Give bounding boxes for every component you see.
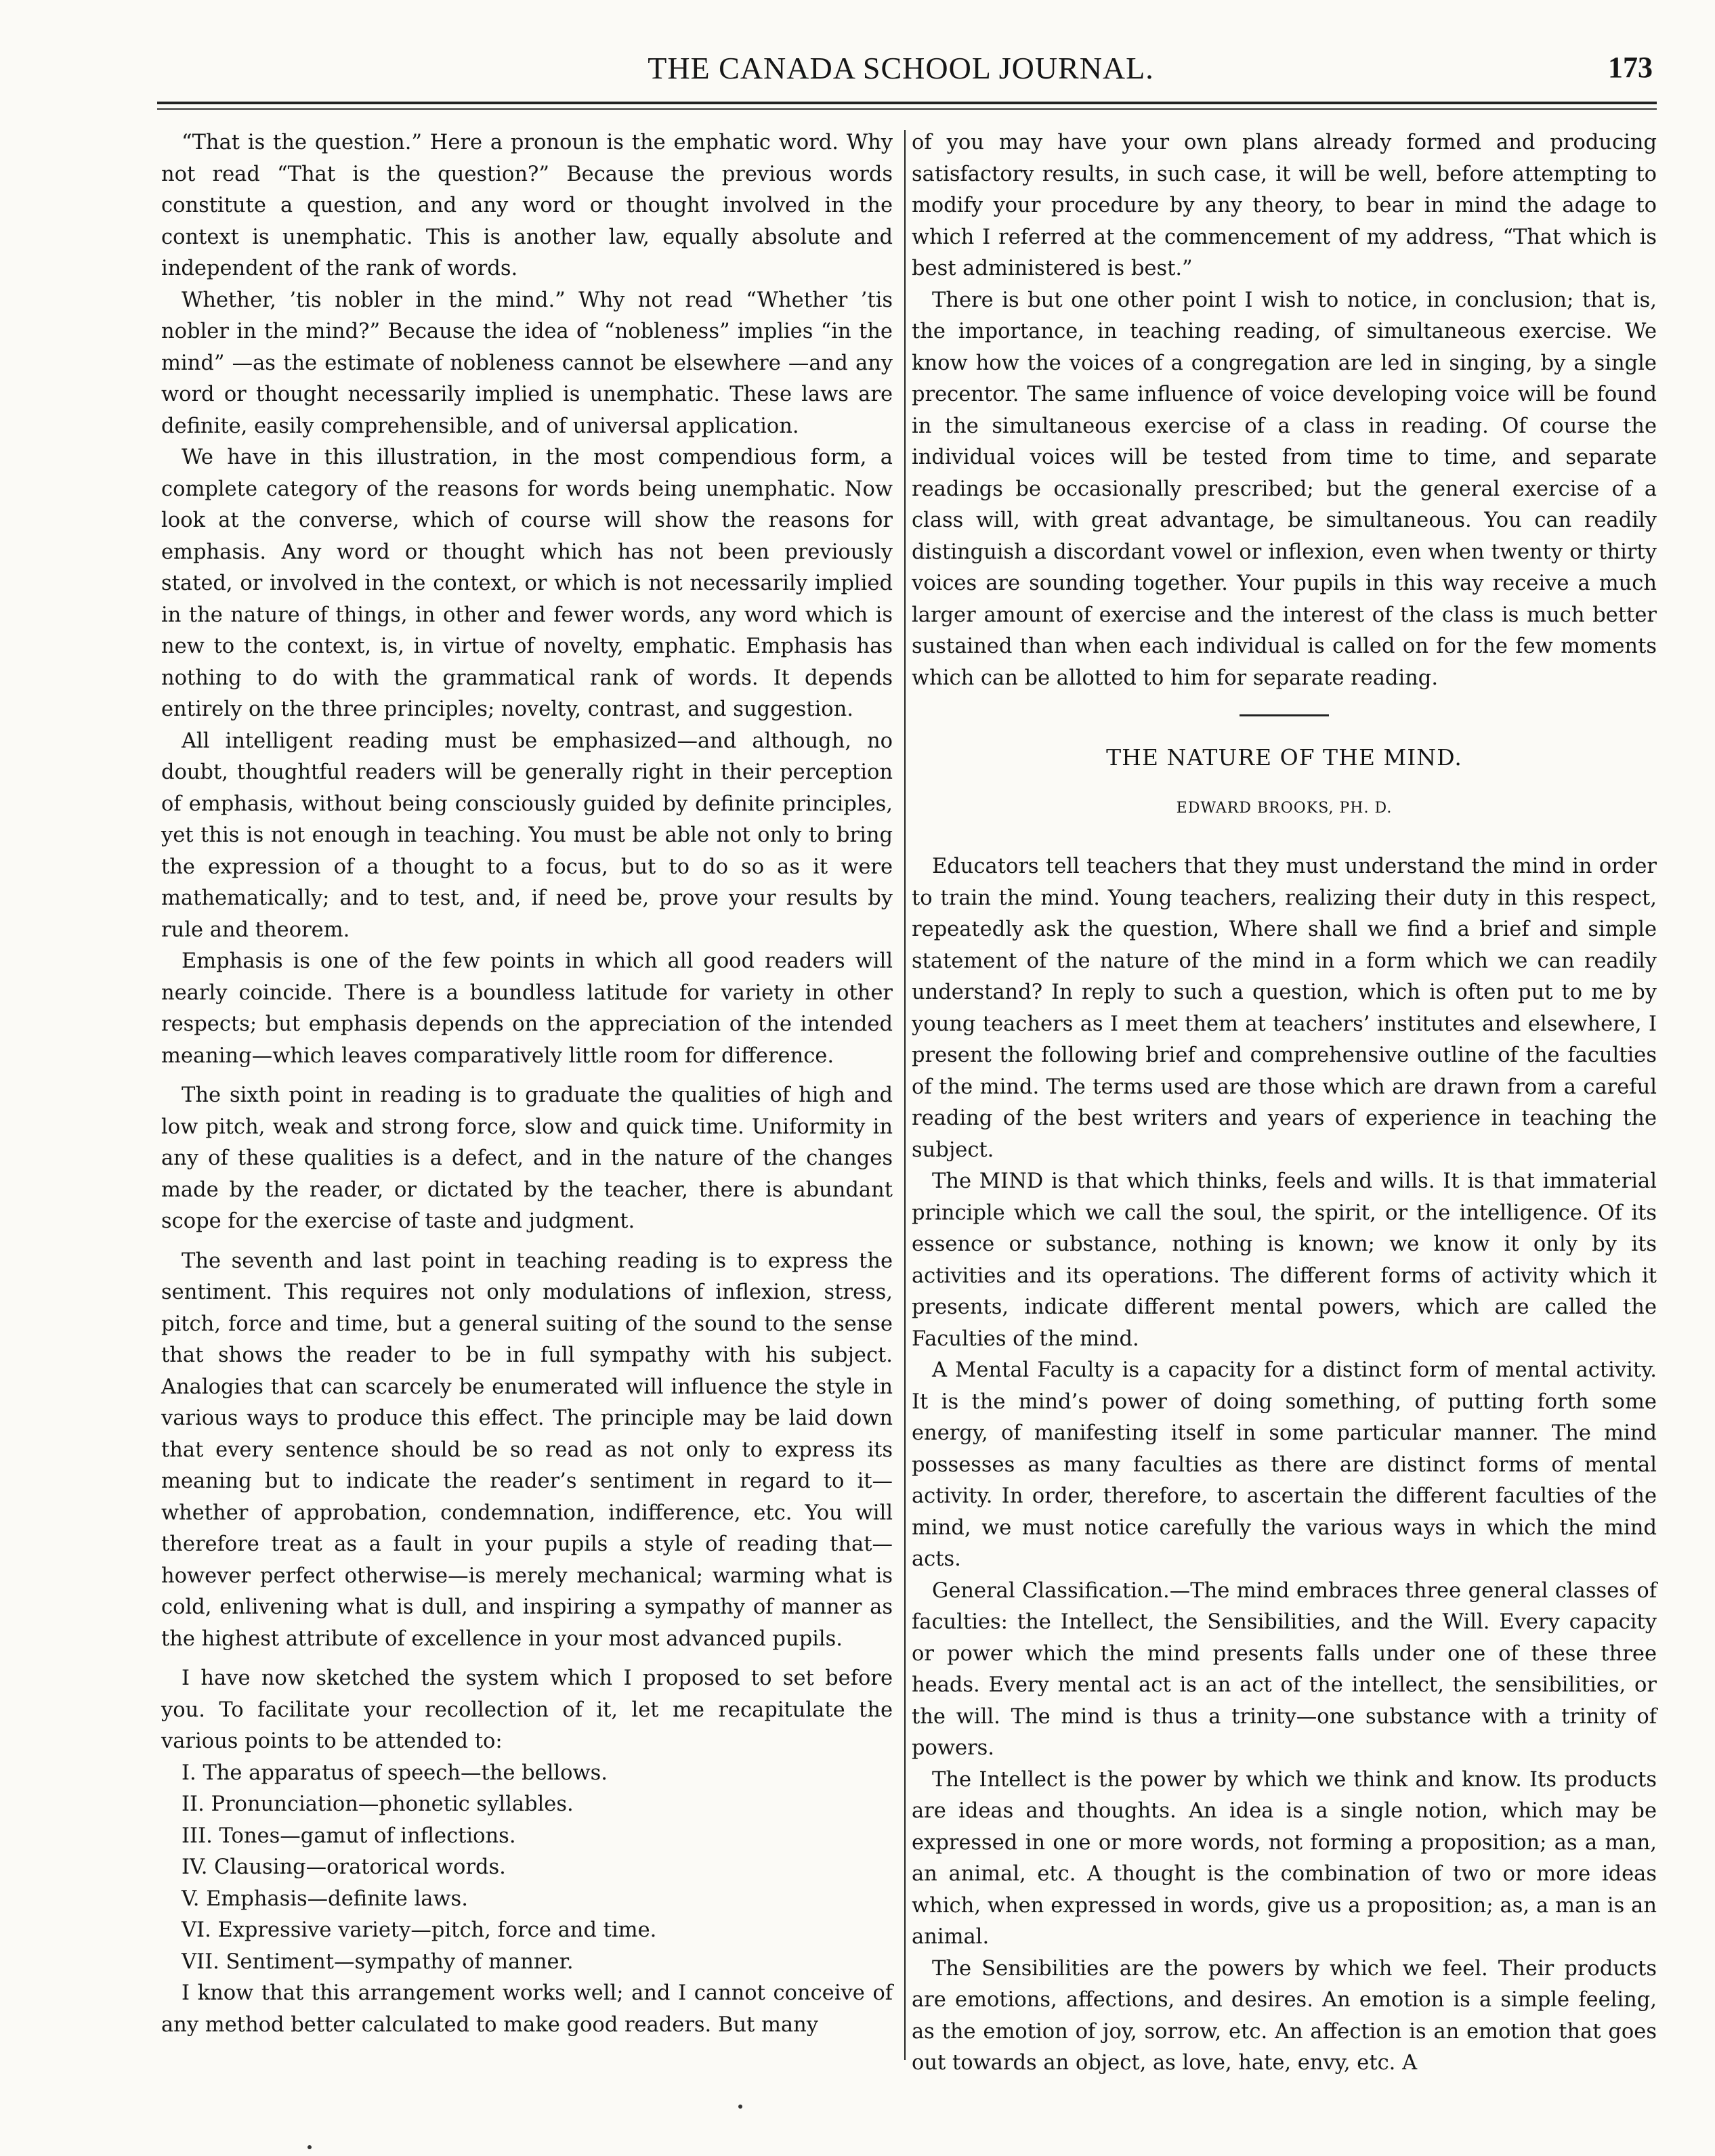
scan-speck bbox=[308, 2145, 312, 2149]
paragraph: I know that this arrangement works well; and I cannot conceive of any method better calculated to make good readers. But many bbox=[161, 1981, 893, 2037]
paragraph: There is but one other point I wish to notice, in conclusion; that is, the importance, in teaching reading, of simultaneous exercise. We know how the voices of a congregation are led in singing, by a single precentor. The same influence of voice developing voice will be found in the simultaneous exercise of a class in reading. Of course the individual voices will be tested from time to time, and separate readings be occasionally prescribed; but the general exercise of a class will, with great advantage, be simultaneous. You can readily distinguish a discordant vowel or inflexion, even when twenty or thirty voices are sounding together. Your pupils in this way receive a much larger amount of exercise and the interest of the class is much better sustained than when each individual is called on for the few moments which can be allotted to him for separate reading. bbox=[912, 288, 1657, 690]
left-column bbox=[161, 127, 893, 2041]
paragraph: Emphasis is one of the few points in which all good readers will nearly coincide. There is a boundless latitude for variety in other respects; but emphasis depends on the appreciation of the intended meaning—which leaves comparatively little room for difference. bbox=[161, 949, 893, 1068]
paragraph: A Mental Faculty is a capacity for a distinct form of mental activity. It is the mind’s power of doing something, of putting forth some energy, of manifesting itself in some particular manner. The mind possesses as many faculties as there are distinct forms of mental activity. In order, therefore, to ascertain the different faculties of the mind, we must notice carefully the various ways in which the mind acts. bbox=[912, 1358, 1657, 1571]
list-item: I. The apparatus of speech—the bellows. bbox=[182, 1761, 608, 1785]
author-byline: EDWARD BROOKS, PH. D. bbox=[1176, 799, 1393, 817]
header-rule-thick bbox=[157, 102, 1657, 104]
paragraph: The MIND is that which thinks, feels and wills. It is that immaterial principle which we call the soul, the spirit, or the intelligence. Of its essence or substance, nothing is known; we know it only by its activities and its operations. The different forms of activity which it presents, indicate different mental powers, which are called the Faculties of the mind. bbox=[912, 1169, 1657, 1351]
paragraph: The seventh and last point in teaching reading is to express the sentiment. This requires not only modulations of inflexion, stress, pitch, force and time, but a general suiting of the sound to the sense that shows the reader to be in full sympathy with his subject. Analogies that can scarcely be enumerated will influence the style in various ways to produce this effect. The principle may be laid down that every sentence should be so read as not only to express its meaning but to indicate the reader’s sentiment in regard to it—whether of approbation, condemnation, indifference, etc. You will therefore treat as a fault in your pupils a style of reading that—however perfect otherwise—is merely mechanical; warming what is cold, enlivening what is dull, and inspiring a sympathy of manner as the highest attribute of excellence in your most advanced pupils. bbox=[161, 1249, 893, 1651]
paragraph: All intelligent reading must be emphasized—and although, no doubt, thoughtful readers will be generally right in their perception of emphasis, without being consciously guided by definite principles, yet this is not enough in teaching. You must be able not only to bring the expression of a thought to a focus, but to do so as it were mathematically; and to test, and, if need be, prove your results by rule and theorem. bbox=[161, 729, 893, 942]
page-header bbox=[149, 47, 1653, 102]
paragraph: The sixth point in reading is to graduate the qualities of high and low pitch, weak and strong force, slow and quick time. Uniformity in any of these qualities is a defect, and in the nature of the changes made by the reader, or dictated by the teacher, there is abundant scope for the exercise of taste and judgment. bbox=[161, 1083, 893, 1233]
list-item: III. Tones—gamut of inflections. bbox=[182, 1824, 516, 1848]
paragraph: The Sensibilities are the powers by which we feel. Their products are emotions, affections, and desires. An emotion is a simple feeling, as the emotion of joy, sorrow, etc. An affection is an emotion that goes out towards an object, as love, hate, envy, etc. A bbox=[912, 1956, 1657, 2075]
paragraph: Whether, ’tis nobler in the mind.” Why not read “Whether ’tis nobler in the mind?” Because the idea of “nobleness” implies “in the mind” —as the estimate of nobleness cannot be elsewhere —and any word or thought necessarily implied is unemphatic. These laws are definite, easily comprehensible, and of universal application. bbox=[161, 288, 893, 438]
paragraph: of you may have your own plans already formed and producing satisfactory results, in such case, it will be well, before attempting to modify your procedure by any theory, to bear in mind the adage to which I referred at the commencement of my address, “That which is best administered is best.” bbox=[912, 131, 1657, 280]
journal-title: THE CANADA SCHOOL JOURNAL. bbox=[648, 51, 1154, 85]
paragraph: “That is the question.” Here a pronoun is the emphatic word. Why not read “That is the question?” Because the previous words constitute a question, and any word or thought involved in the context is unemphatic. This is another law, equally absolute and independent of the rank of words. bbox=[161, 131, 893, 280]
header-rule-thin bbox=[157, 108, 1657, 110]
list-item: V. Emphasis—definite laws. bbox=[182, 1886, 468, 1911]
page-number: 173 bbox=[1608, 51, 1653, 84]
paragraph: General Classification.—The mind embraces three general classes of faculties: the Intellect, the Sensibilities, and the Will. Every capacity or power which the mind presents falls under one of these three heads. Every mental act is an act of the intellect, the sensibilities, or the will. The mind is thus a trinity—one substance with a trinity of powers. bbox=[912, 1578, 1657, 1760]
paragraph: Educators tell teachers that they must understand the mind in order to train the mind. Young teachers, realizing their duty in this respect, repeatedly ask the question, Where shall we find a brief and simple statement of the nature of the mind in a form which we can readily understand? In reply to such a question, which is often put to me by young teachers as I meet them at teachers’ institutes and elsewhere, I present the following brief and comprehensive outline of the faculties of the mind. The terms used are those which are drawn from a careful reading of the best writers and years of experience in teaching the subject. bbox=[912, 855, 1657, 1162]
paragraph: I have now sketched the system which I proposed to set before you. To facilitate your recollection of it, let me recapitulate the various points to be attended to: bbox=[161, 1666, 893, 1753]
list-item: II. Pronunciation—phonetic syllables. bbox=[182, 1792, 574, 1816]
section-divider bbox=[1240, 714, 1329, 716]
list-item: VII. Sentiment—sympathy of manner. bbox=[182, 1949, 574, 1974]
list-item: VI. Expressive variety—pitch, force and time. bbox=[182, 1918, 657, 1942]
paragraph: The Intellect is the power by which we think and know. Its products are ideas and thoughts. An idea is a single notion, which may be expressed in one or more words, not forming a proposition; as a man, an animal, etc. A thought is the combination of two or more ideas which, when expressed in words, give us a proposition; as, a man is an animal. bbox=[912, 1767, 1657, 1949]
recapitulation-list bbox=[161, 1758, 893, 1979]
column-divider bbox=[904, 130, 906, 2060]
right-column bbox=[912, 127, 1657, 2079]
list-item: IV. Clausing—oratorical words. bbox=[182, 1855, 506, 1879]
paragraph: We have in this illustration, in the most compendious form, a complete category of the reasons for words being unemphatic. Now look at the converse, which of course will show the reasons for emphasis. Any word or thought which has not been previously stated, or involved in the context, or which is not necessarily implied in the nature of things, in other and fewer words, any word which is new to the context, is, in virtue of novelty, emphatic. Emphasis has nothing to do with the grammatical rank of words. It depends entirely on the three principles; novelty, contrast, and suggestion. bbox=[161, 446, 893, 721]
scan-speck bbox=[738, 2105, 742, 2109]
section-title: THE NATURE OF THE MIND. bbox=[1106, 744, 1462, 771]
